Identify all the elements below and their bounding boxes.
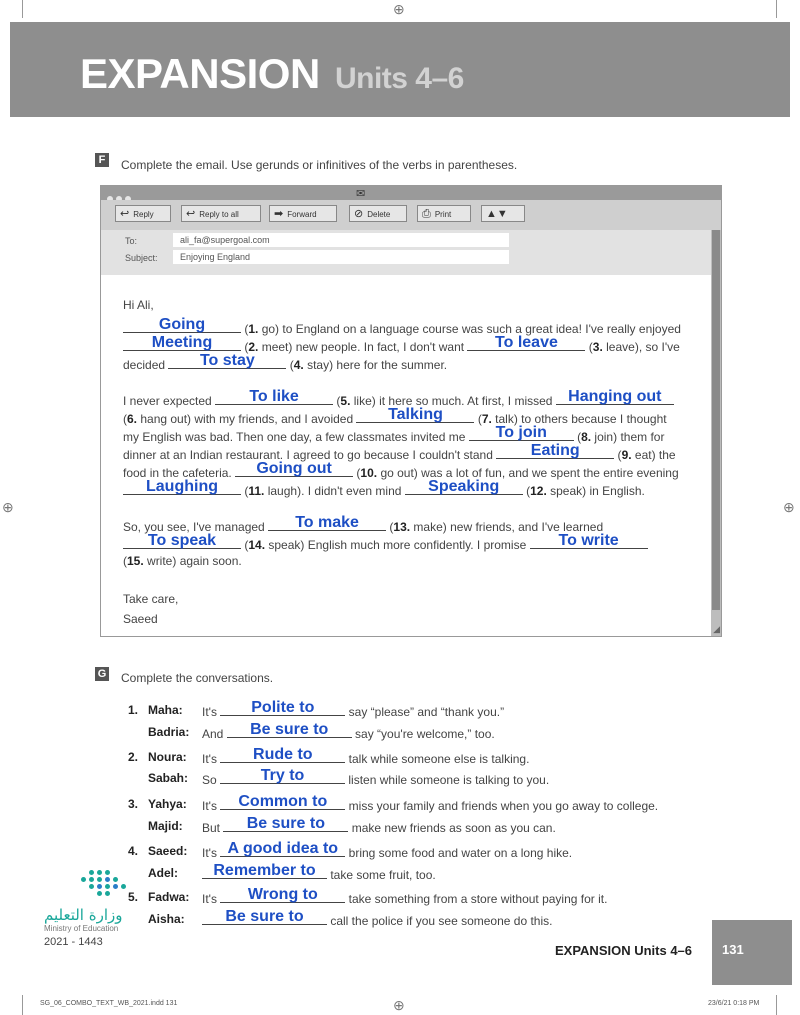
conversation-text — [202, 746, 530, 766]
email-line-11: To speak (14. speak) English much more confidently. I promise To write — [123, 536, 648, 552]
answer-5: To like — [249, 388, 299, 405]
conversation-text — [202, 840, 573, 860]
conversation-lead-word: It's — [202, 752, 217, 766]
answer-text: Polite to — [251, 699, 315, 716]
conversation-rest: say “please” and “thank you.” — [348, 705, 505, 719]
answer-blank-2[interactable] — [123, 334, 241, 351]
answer-text: Wrong to — [247, 886, 318, 903]
to-label: To: — [125, 236, 138, 246]
speaker-name: Sabah: — [148, 771, 189, 785]
conversation-rest: talk while someone else is talking. — [348, 752, 530, 766]
answer-blank-10[interactable] — [235, 460, 353, 477]
answer-blank-1[interactable] — [123, 316, 241, 333]
crop-line-right — [776, 0, 777, 18]
answer-blank[interactable] — [220, 886, 345, 903]
page-number: 131 — [722, 942, 744, 957]
email-line-2: Meeting (2. meet) new people. In fact, I don't want To leave (3. leave), so I've — [123, 338, 680, 354]
email-line-6: my English was bad. Then one day, a few classmates invited me To join (8. join) them for — [123, 424, 665, 444]
ministry-logo — [44, 862, 164, 947]
conversation-lead-word: So — [202, 773, 217, 787]
section-g-badge: G — [95, 667, 109, 681]
answer-12: Speaking — [428, 478, 500, 495]
conversation-row — [128, 767, 728, 787]
conversation-lead-word: And — [202, 727, 224, 741]
conversation-text — [202, 767, 550, 787]
speaker-name: Noura: — [148, 750, 187, 764]
speaker-name: Maha: — [148, 703, 183, 717]
answer-blank-8[interactable] — [469, 424, 574, 441]
email-line-7: dinner at an Indian restaurant. I agreed to go because I couldn't stand Eating (9. eat) the — [123, 442, 676, 462]
answer-2: Meeting — [151, 334, 213, 351]
conversation-row — [128, 815, 728, 835]
conversation-text — [202, 699, 505, 719]
page-title-main: EXPANSION — [80, 50, 320, 97]
delete-button[interactable]: ⊘ Delete — [349, 205, 407, 222]
conversation-lead-word: It's — [202, 705, 217, 719]
page-number-tab — [712, 920, 792, 985]
email-line-9: Laughing (11. laugh). I didn't even mind Speaking (12. speak) in English. — [123, 482, 645, 498]
answer-13: To make — [295, 514, 359, 531]
answer-blank-6[interactable] — [556, 388, 674, 405]
email-line-12: (15. write) again soon. — [123, 554, 242, 568]
conversation-number: 1. — [128, 703, 139, 717]
forward-button[interactable]: ➡ Forward — [269, 205, 337, 222]
registration-mark-left: ⊕ — [2, 499, 14, 515]
conversation-number: 3. — [128, 797, 139, 811]
envelope-icon: ✉ — [356, 188, 366, 200]
answer-8: To join — [495, 424, 547, 441]
registration-mark-bottom: ⊕ — [393, 997, 405, 1013]
answer-blank[interactable] — [202, 862, 327, 879]
conversation-lead-word: It's — [202, 892, 217, 906]
answer-blank[interactable] — [220, 699, 345, 716]
page-title-units: Units 4–6 — [334, 62, 464, 95]
answer-blank-3[interactable] — [467, 334, 585, 351]
answer-text: Remember to — [213, 862, 316, 879]
answer-blank-11[interactable] — [123, 478, 241, 495]
conversation-text — [202, 793, 659, 813]
registration-mark-right: ⊕ — [783, 499, 795, 515]
conversation-rest: miss your family and friends when you go away to college. — [348, 799, 659, 813]
answer-blank-13[interactable] — [268, 514, 386, 531]
print-icon: ⎙ — [422, 208, 431, 220]
reply-all-button[interactable]: ↩ Reply to all — [181, 205, 261, 222]
answer-6: Hanging out — [568, 388, 662, 405]
conversation-row — [128, 793, 728, 813]
section-f-instruction: Complete the email. Use gerunds or infinitives of the verbs in parentheses. — [121, 158, 518, 172]
answer-text: Rude to — [253, 746, 313, 763]
answer-blank[interactable] — [223, 815, 348, 832]
footer-section-label: EXPANSION Units 4–6 — [555, 943, 693, 958]
conversation-row — [128, 862, 728, 882]
to-field[interactable]: ali_fa@supergoal.com — [173, 233, 509, 247]
forward-icon: ➡ — [274, 208, 284, 220]
conversation-text — [202, 721, 495, 741]
subject-field[interactable]: Enjoying England — [173, 250, 509, 264]
answer-text: Be sure to — [250, 721, 329, 738]
conversation-number: 2. — [128, 750, 139, 764]
conversation-row — [128, 908, 728, 928]
answer-11: Laughing — [146, 478, 218, 495]
answer-text: Common to — [238, 793, 328, 810]
reply-icon: ↩ — [120, 208, 130, 220]
speaker-name: Aisha: — [148, 912, 185, 926]
section-g-instruction: Complete the conversations. — [121, 671, 274, 685]
resize-grip-icon[interactable]: ◢ — [713, 624, 720, 634]
conversation-text — [202, 908, 553, 928]
conversation-row — [128, 721, 728, 741]
conversation-rest: make new friends as soon as you can. — [351, 821, 556, 835]
answer-blank[interactable] — [227, 721, 352, 738]
answer-3: To leave — [495, 334, 558, 351]
print-slug-file: SG_06_COMBO_TEXT_WB_2021.indd 131 — [40, 1000, 178, 1007]
conversation-rest: take some fruit, too. — [330, 868, 436, 882]
email-line-8: food in the cafeteria. Going out (10. go out) was a lot of fun, and we spent the entire evening — [123, 460, 679, 480]
conversation-number: 4. — [128, 844, 139, 858]
answer-blank-14[interactable] — [123, 532, 241, 549]
answer-blank[interactable] — [220, 767, 345, 784]
speaker-name: Adel: — [148, 866, 178, 880]
logo-arabic-text: وزارة التعليم — [44, 906, 123, 924]
conversation-text — [202, 862, 436, 882]
email-line-5: (6. hang out) with my friends, and I avoided Talking (7. talk) to others because I thought — [123, 406, 667, 426]
reply-all-icon: ↩ — [186, 208, 196, 220]
answer-blank-9[interactable] — [496, 442, 614, 459]
crop-line-left — [22, 0, 23, 18]
answer-text: Try to — [260, 767, 305, 784]
answer-blank[interactable] — [202, 908, 327, 925]
email-titlebar — [101, 186, 721, 200]
speaker-name: Badria: — [148, 725, 190, 739]
email-line-1: Going (1. go) to England on a language course was such a great idea! I've really enjoyed — [123, 320, 681, 336]
conversation-lead-word: It's — [202, 799, 217, 813]
crop-line-bottom-right — [776, 995, 777, 1015]
conversation-rest: call the police if you see someone do this. — [330, 914, 553, 928]
logo-english-text: Ministry of Education — [44, 924, 119, 933]
reply-button[interactable]: ↩ Reply — [115, 205, 171, 222]
speaker-name: Fadwa: — [148, 890, 190, 904]
email-line-3: decided To stay (4. stay) here for the summer. — [123, 352, 448, 372]
speaker-name: Yahya: — [148, 797, 187, 811]
email-signature: Saeed — [123, 612, 158, 626]
answer-blank[interactable] — [220, 840, 345, 857]
answer-4: To stay — [199, 352, 255, 369]
speaker-name: Saeed: — [148, 844, 188, 858]
subject-label: Subject: — [125, 253, 158, 263]
conversation-number: 5. — [128, 890, 139, 904]
conversation-row — [128, 840, 728, 860]
conversation-row — [128, 886, 728, 906]
conversation-lead-word: It's — [202, 846, 217, 860]
page-title — [80, 50, 464, 98]
email-closing: Take care, — [123, 592, 179, 606]
scrollbar-thumb[interactable] — [712, 230, 720, 610]
email-greeting: Hi Ali, — [123, 298, 154, 312]
answer-text: Be sure to — [225, 908, 304, 925]
email-line-4: I never expected To like (5. like) it here so much. At first, I missed Hanging out — [123, 392, 674, 408]
answer-blank[interactable] — [220, 746, 345, 763]
email-header-fields — [101, 230, 711, 275]
conversation-row — [128, 746, 728, 766]
email-toolbar — [101, 200, 721, 231]
conversation-text — [202, 886, 608, 906]
up-down-arrows-icon: ▲▼ — [486, 208, 508, 220]
conversation-rest: listen while someone is talking to you. — [348, 773, 550, 787]
conversation-rest: say “you're welcome,” too. — [355, 727, 495, 741]
answer-text: A good idea to — [227, 840, 339, 857]
answer-14: To speak — [147, 532, 217, 549]
answer-text: Be sure to — [246, 815, 325, 832]
answer-blank-15[interactable] — [530, 532, 648, 549]
email-line-10: So, you see, I've managed To make (13. make) new friends, and I've learned — [123, 514, 604, 534]
registration-mark-top: ⊕ — [393, 1, 405, 17]
crop-line-bottom-left — [22, 995, 23, 1015]
answer-blank-7[interactable] — [356, 406, 474, 423]
answer-1: Going — [158, 316, 206, 333]
answer-10: Going out — [256, 460, 332, 477]
speaker-name: Majid: — [148, 819, 183, 833]
answer-blank-12[interactable] — [405, 478, 523, 495]
answer-blank[interactable] — [220, 793, 345, 810]
prev-next-button[interactable] — [481, 205, 525, 222]
delete-icon: ⊘ — [354, 208, 364, 220]
answer-7: Talking — [388, 406, 443, 423]
print-slug-date: 23/6/21 0:18 PM — [708, 1000, 760, 1007]
answer-blank-4[interactable] — [168, 352, 286, 369]
conversation-lead-word: But — [202, 821, 221, 835]
conversation-rest: bring some food and water on a long hike. — [348, 846, 573, 860]
conversation-text — [202, 815, 556, 835]
answer-blank-5[interactable] — [215, 388, 333, 405]
conversation-rest: take something from a store without paying for it. — [348, 892, 608, 906]
section-f-badge: F — [95, 153, 109, 167]
conversation-row — [128, 699, 728, 719]
print-button[interactable]: ⎙ Print — [417, 205, 471, 222]
answer-15: To write — [558, 532, 619, 549]
logo-year: 2021 - 1443 — [44, 936, 103, 948]
answer-9: Eating — [530, 442, 580, 459]
